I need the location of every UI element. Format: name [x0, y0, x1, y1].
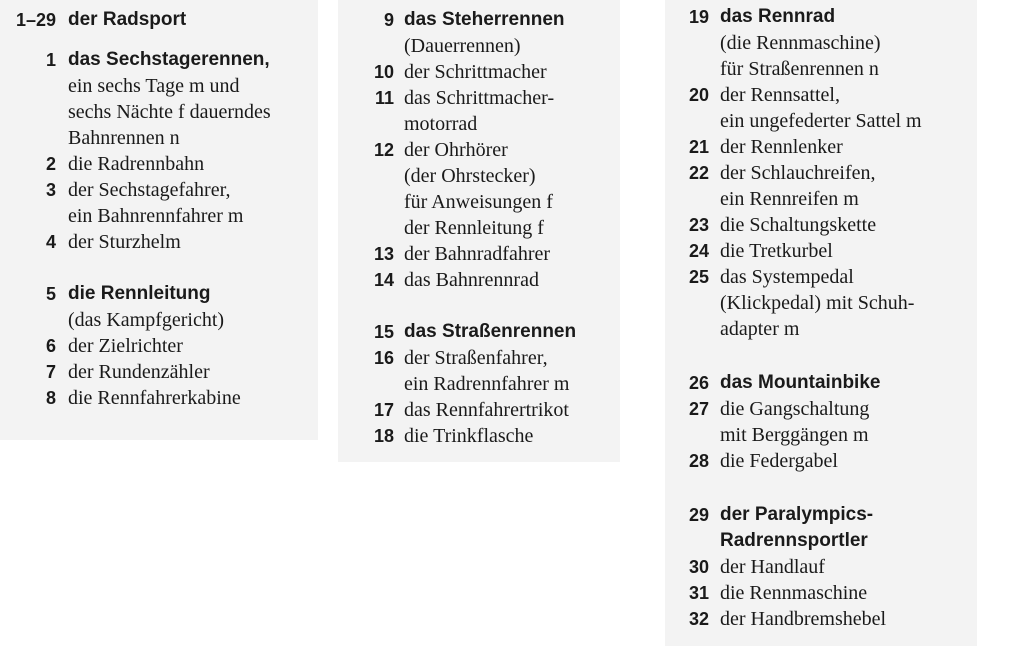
entry-text: der Zielrichter	[68, 335, 183, 357]
entry-text: der Handbremshebel	[720, 608, 887, 630]
entry-text: Bahnrennen n	[68, 127, 180, 149]
entry-heading: Radrennsportler	[720, 530, 868, 551]
entry-number: 17	[373, 400, 394, 420]
glossary-entry	[665, 134, 977, 160]
glossary-entry	[338, 267, 620, 293]
glossary-entry	[0, 7, 318, 33]
entry-number: 16	[373, 348, 394, 368]
entry-number: 10	[373, 62, 394, 82]
entry-text: die Trinkflasche	[404, 425, 534, 447]
entry-number: 27	[688, 399, 709, 419]
glossary-entry	[338, 345, 620, 371]
entry-number: 29	[688, 505, 709, 525]
entry-number: 31	[688, 583, 709, 603]
entry-heading: das Mountainbike	[720, 372, 881, 393]
entry-number: 30	[688, 557, 709, 577]
entry-number: 19	[688, 7, 709, 27]
glossary-entry	[0, 125, 318, 151]
entry-number: 26	[688, 373, 709, 393]
glossary-entry	[0, 151, 318, 177]
glossary-entry	[338, 189, 620, 215]
entry-heading: der Paralympics-	[720, 504, 874, 525]
glossary-entry	[665, 212, 977, 238]
glossary-entry	[0, 333, 318, 359]
entry-text: der Ohrhörer	[404, 139, 508, 161]
entry-text: der Sturzhelm	[68, 231, 181, 253]
entry-number: 22	[688, 163, 709, 183]
entry-number: 12	[373, 140, 394, 160]
glossary-column-2	[338, 0, 620, 462]
entry-text: der Rennsattel,	[720, 84, 840, 106]
entry-text: die Gangschaltung	[720, 398, 870, 420]
entry-number: 5	[45, 284, 56, 304]
entry-number: 25	[688, 267, 709, 287]
entry-text: die Federgabel	[720, 450, 838, 472]
entry-text: der Schrittmacher	[404, 61, 547, 83]
entry-number: 20	[688, 85, 709, 105]
entry-number: 3	[45, 180, 56, 200]
glossary-entry	[665, 580, 977, 606]
glossary-entry	[665, 238, 977, 264]
entry-number: 7	[45, 362, 56, 382]
entry-text: ein ungefederter Sattel m	[720, 110, 922, 132]
glossary-entry	[665, 396, 977, 422]
entry-number: 18	[373, 426, 394, 446]
glossary-entry	[665, 30, 977, 56]
glossary-entry	[665, 370, 977, 396]
glossary-entry	[0, 359, 318, 385]
glossary-entry	[665, 186, 977, 212]
glossary-entry	[665, 448, 977, 474]
glossary-entry	[0, 73, 318, 99]
entry-text: (das Kampfgericht)	[68, 309, 225, 331]
glossary-entry	[665, 4, 977, 30]
entry-text: adapter m	[720, 318, 800, 340]
glossary-entry	[665, 290, 977, 316]
glossary-entry	[0, 99, 318, 125]
glossary-entry	[0, 177, 318, 203]
entry-text: ein Bahnrennfahrer m	[68, 205, 244, 227]
glossary-entry	[338, 397, 620, 423]
entry-text: die Rennmaschine	[720, 582, 868, 604]
glossary-entry	[338, 7, 620, 33]
entry-number: 14	[373, 270, 394, 290]
glossary-entry	[665, 528, 977, 554]
entry-text: (Dauerrennen)	[404, 35, 521, 57]
entry-text: (der Ohrstecker)	[404, 165, 536, 187]
glossary-entry	[665, 554, 977, 580]
glossary-entry	[0, 307, 318, 333]
glossary-entry	[338, 85, 620, 111]
glossary-entry	[0, 281, 318, 307]
entry-heading: der Radsport	[68, 9, 187, 30]
glossary-entry	[338, 241, 620, 267]
glossary-entry	[338, 33, 620, 59]
entry-text: das Rennfahrertrikot	[404, 399, 569, 421]
glossary-entry	[338, 215, 620, 241]
entry-number: 2	[45, 154, 56, 174]
entry-number: 32	[688, 609, 709, 629]
glossary-entry	[0, 229, 318, 255]
entry-text: der Rennleitung f	[404, 217, 544, 239]
entry-heading: das Sechstagerennen,	[68, 49, 270, 70]
entry-number: 11	[374, 88, 394, 108]
entry-number: 13	[373, 244, 394, 264]
glossary-entry	[338, 137, 620, 163]
glossary-column-1	[0, 0, 318, 440]
entry-text: der Straßenfahrer,	[404, 347, 548, 369]
glossary-entry	[0, 203, 318, 229]
entry-text: motorrad	[404, 113, 478, 135]
glossary-column-3	[665, 0, 977, 646]
entry-text: die Rennfahrerkabine	[68, 387, 241, 409]
entry-number: 1–29	[15, 10, 56, 30]
entry-heading: das Steherrennen	[404, 9, 565, 30]
entry-text: die Schaltungskette	[720, 214, 877, 236]
entry-text: der Rundenzähler	[68, 361, 210, 383]
entry-text: der Handlauf	[720, 556, 825, 578]
entry-number: 24	[688, 241, 709, 261]
glossary-entry	[665, 606, 977, 632]
glossary-entry	[665, 82, 977, 108]
glossary-entry	[338, 59, 620, 85]
entry-text: der Sechstagefahrer,	[68, 179, 231, 201]
entry-text: das Systempedal	[720, 266, 854, 288]
glossary-entry	[0, 47, 318, 73]
glossary-entry	[338, 319, 620, 345]
entry-number: 23	[688, 215, 709, 235]
entry-text: ein sechs Tage m und	[68, 75, 240, 97]
entry-text: ein Rennreifen m	[720, 188, 859, 210]
glossary-entry	[338, 163, 620, 189]
entry-number: 28	[688, 451, 709, 471]
entry-number: 1	[45, 50, 56, 70]
entry-text: (Klickpedal) mit Schuh-	[720, 292, 915, 314]
entry-text: das Bahnrennrad	[404, 269, 539, 291]
entry-text: die Radrennbahn	[68, 153, 205, 175]
glossary-entry	[338, 371, 620, 397]
glossary-entry	[665, 316, 977, 342]
entry-text: sechs Nächte f dauerndes	[68, 101, 271, 123]
glossary-entry	[665, 56, 977, 82]
entry-number: 6	[45, 336, 56, 356]
entry-text: der Schlauchreifen,	[720, 162, 876, 184]
entry-heading: das Straßenrennen	[404, 321, 577, 342]
entry-text: der Rennlenker	[720, 136, 843, 158]
glossary-entry	[338, 111, 620, 137]
glossary-entry	[665, 502, 977, 528]
entry-text: für Straßenrennen n	[720, 58, 879, 80]
glossary-entry	[665, 422, 977, 448]
entry-number: 9	[383, 10, 394, 30]
entry-number: 15	[373, 322, 394, 342]
entry-heading: das Rennrad	[720, 6, 836, 27]
entry-text: die Tretkurbel	[720, 240, 833, 262]
entry-text: für Anweisungen f	[404, 191, 553, 213]
entry-text: das Schrittmacher-	[404, 87, 555, 109]
entry-number: 4	[45, 232, 56, 252]
glossary-entry	[338, 423, 620, 449]
entry-text: (die Rennmaschine)	[720, 32, 881, 54]
glossary-entry	[665, 264, 977, 290]
glossary-entry	[0, 385, 318, 411]
glossary-entry	[665, 160, 977, 186]
entry-text: ein Radrennfahrer m	[404, 373, 570, 395]
entry-number: 8	[45, 388, 56, 408]
entry-text: mit Berggängen m	[720, 424, 869, 446]
glossary-entry	[665, 108, 977, 134]
entry-number: 21	[688, 137, 709, 157]
entry-heading: die Rennleitung	[68, 283, 211, 304]
entry-text: der Bahnradfahrer	[404, 243, 551, 265]
